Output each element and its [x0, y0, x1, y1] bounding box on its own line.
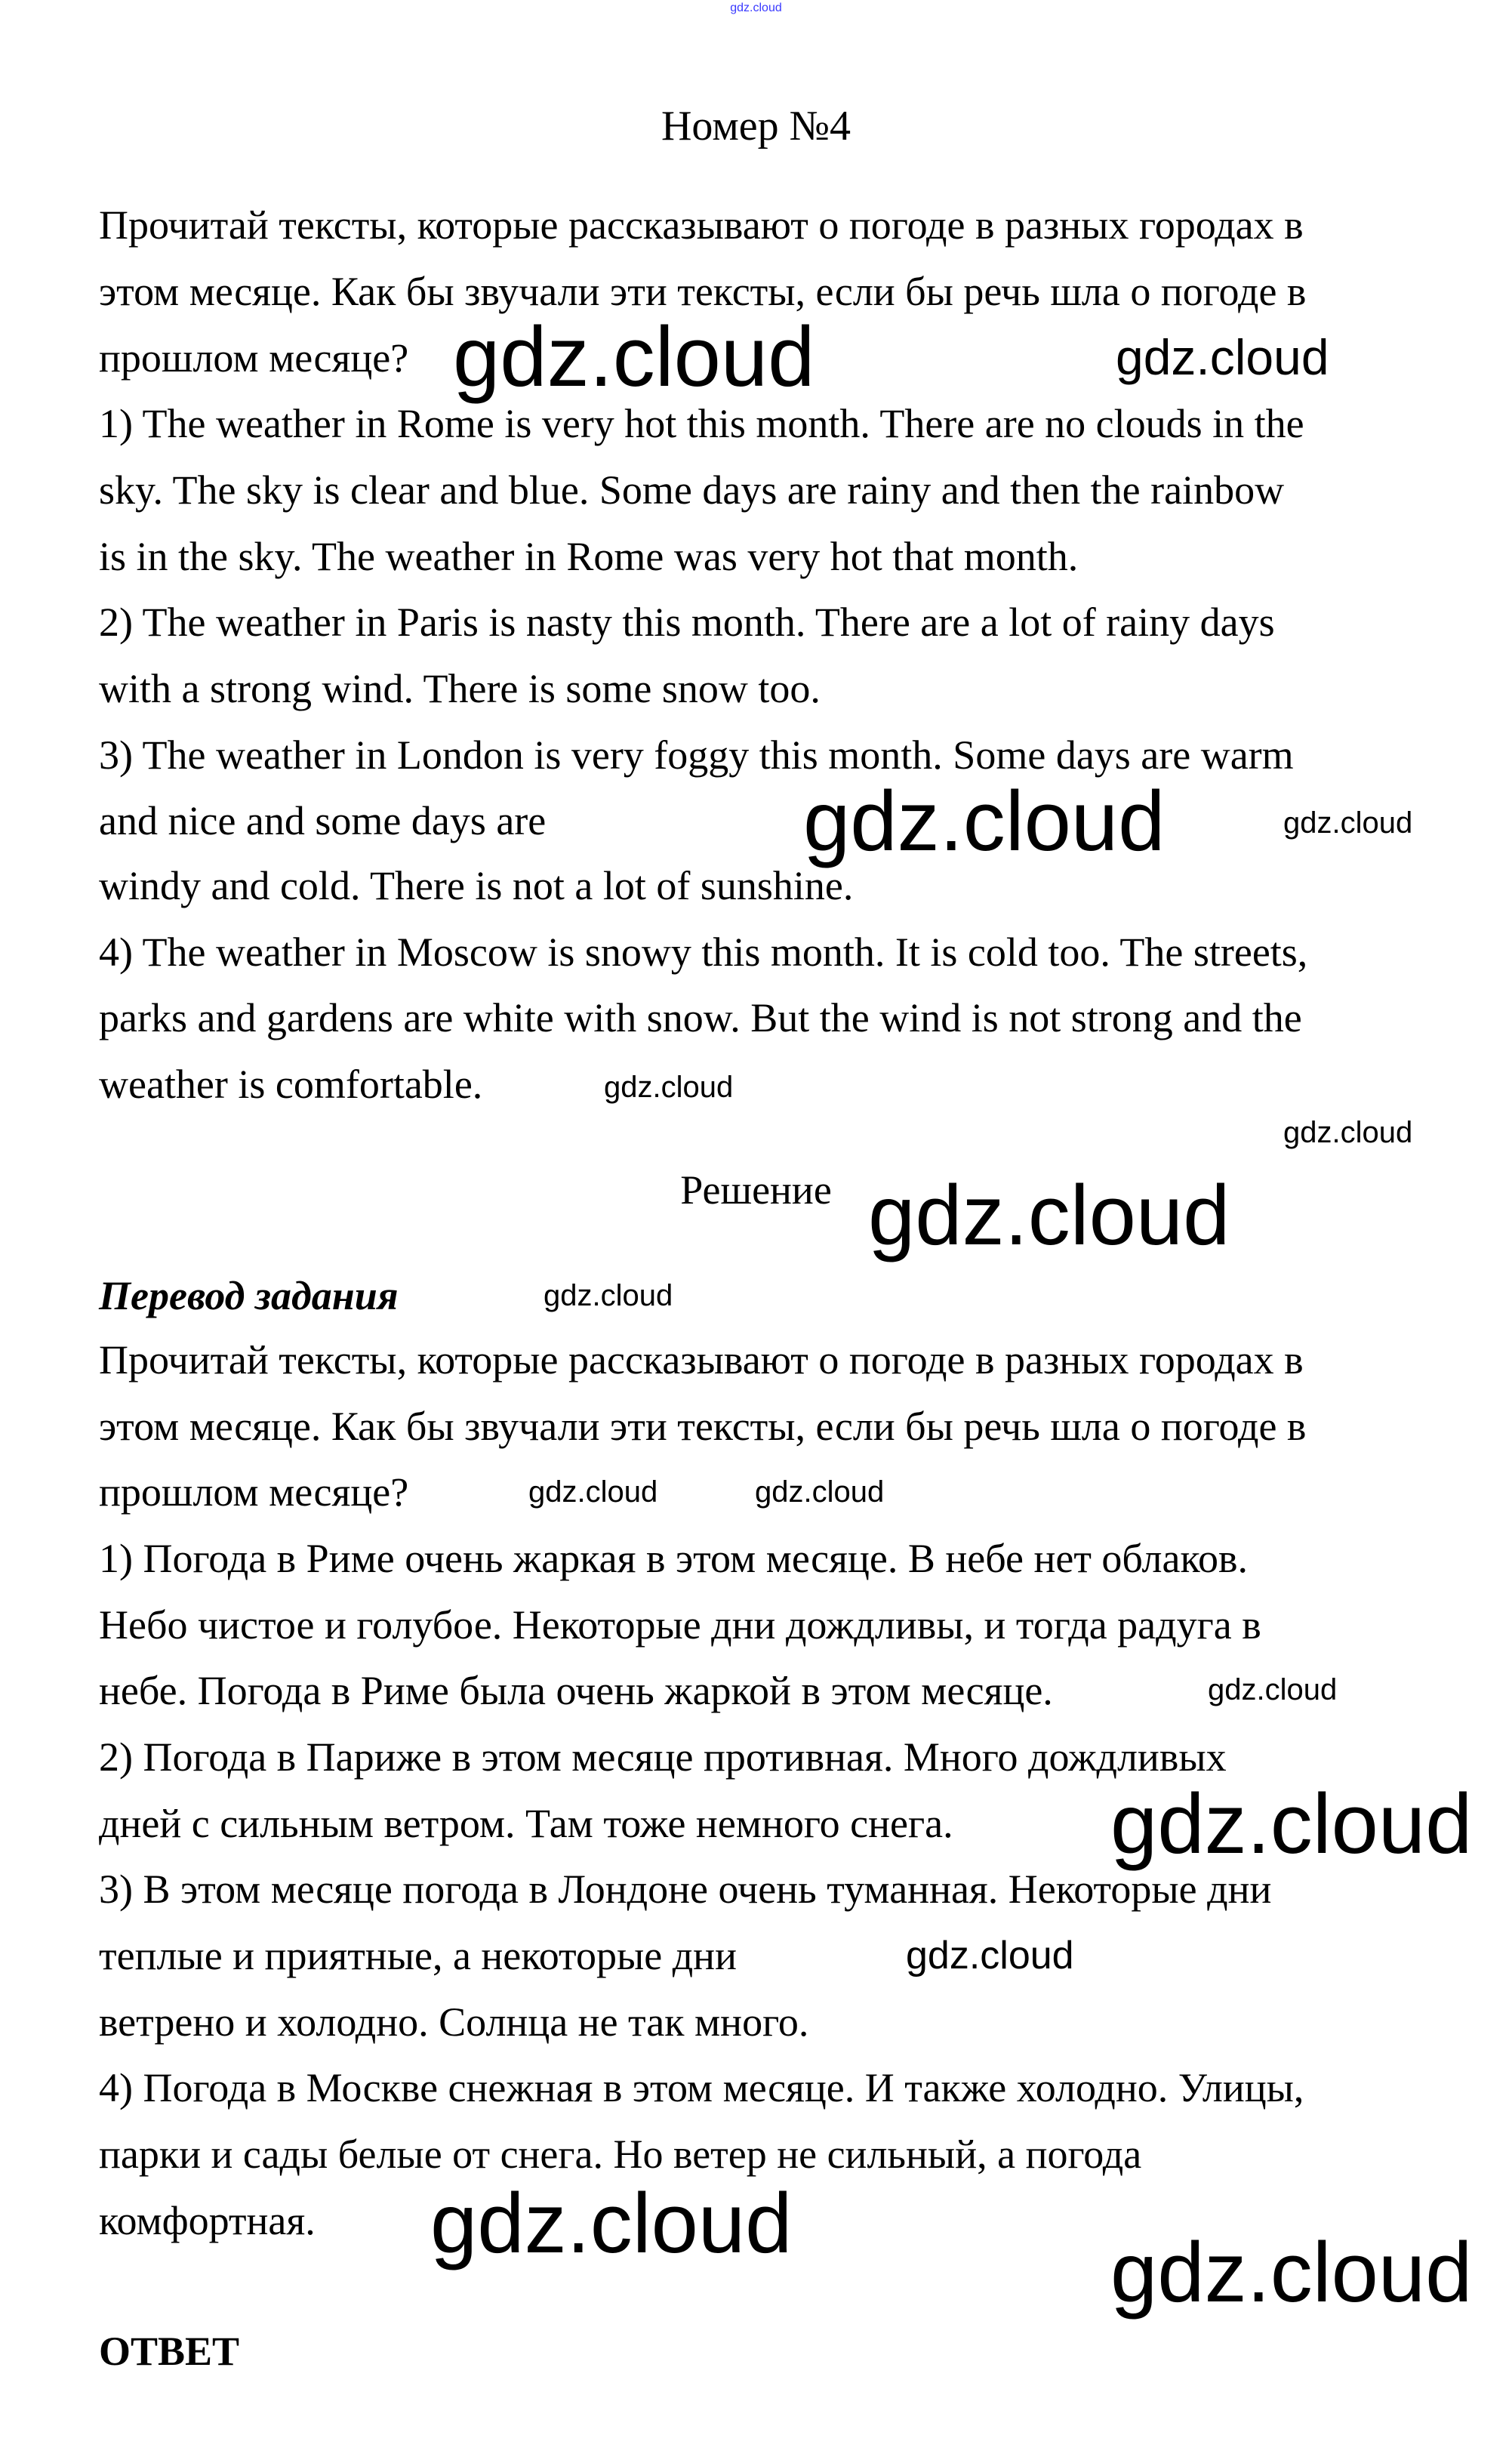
watermark: gdz.cloud	[1110, 2225, 1473, 2320]
task-line: прошлом месяце?	[99, 335, 409, 381]
task-line: windy and cold. There is not a lot of sunshine.	[99, 863, 854, 908]
translation-line: 2) Погода в Париже в этом месяце противная. Много дождливых	[99, 1734, 1227, 1780]
watermark: gdz.cloud	[453, 310, 815, 404]
task-line: and nice and some days are	[99, 798, 547, 843]
task-line: with a strong wind. There is some snow too.	[99, 666, 821, 711]
page-title: Номер №4	[661, 103, 851, 150]
translation-line: небе. Погода в Риме была очень жаркой в этом месяце.	[99, 1668, 1053, 1713]
translation-line: дней с сильным ветром. Там тоже немного снега.	[99, 1801, 953, 1846]
translation-line: теплые и приятные, а некоторые дни	[99, 1933, 737, 1978]
watermark: gdz.cloud	[906, 1934, 1074, 1977]
translation-line: 1) Погода в Риме очень жаркая в этом месяце. В небе нет облаков.	[99, 1536, 1248, 1581]
task-line: 3) The weather in London is very foggy this month. Some days are warm	[99, 732, 1294, 778]
translation-line: Прочитай тексты, которые рассказывают о погоде в разных городах в	[99, 1337, 1304, 1383]
task-line: 2) The weather in Paris is nasty this month. There are a lot of rainy days	[99, 600, 1275, 645]
translation-line: 3) В этом месяце погода в Лондоне очень туманная. Некоторые дни	[99, 1867, 1272, 1912]
task-line: parks and gardens are white with snow. But the wind is not strong and the	[99, 995, 1302, 1040]
translation-line: прошлом месяце?	[99, 1469, 409, 1515]
translation-line: 4) Погода в Москве снежная в этом месяце. И также холодно. Улицы,	[99, 2065, 1304, 2110]
translation-line: Небо чистое и голубое. Некоторые дни дождливы, и тогда радуга в	[99, 1602, 1261, 1648]
watermark: gdz.cloud	[528, 1475, 658, 1509]
task-line: Прочитай тексты, которые рассказывают о погоде в разных городах в	[99, 202, 1304, 248]
task-line: weather is comfortable.	[99, 1062, 483, 1107]
task-line: is in the sky. The weather in Rome was very hot that month.	[99, 534, 1079, 579]
task-line: sky. The sky is clear and blue. Some days are rainy and then the rainbow	[99, 467, 1285, 513]
watermark: gdz.cloud	[544, 1279, 673, 1312]
watermark: gdz.cloud	[1283, 1116, 1413, 1149]
watermark: gdz.cloud	[1110, 1777, 1473, 1871]
watermark: gdz.cloud	[1208, 1673, 1338, 1706]
translation-line: парки и сады белые от снега. Но ветер не сильный, а погода	[99, 2132, 1142, 2177]
translation-line: этом месяце. Как бы звучали эти тексты, если бы речь шла о погоде в	[99, 1404, 1307, 1449]
translation-line: комфортная.	[99, 2198, 316, 2243]
task-line: этом месяце. Как бы звучали эти тексты, если бы речь шла о погоде в	[99, 269, 1307, 314]
translation-heading: Перевод задания	[99, 1273, 399, 1318]
solution-heading: Решение	[680, 1167, 832, 1213]
watermark: gdz.cloud	[803, 774, 1166, 868]
watermark-top: gdz.cloud	[730, 2, 782, 14]
watermark: gdz.cloud	[1116, 329, 1329, 385]
watermark: gdz.cloud	[604, 1071, 734, 1104]
watermark: gdz.cloud	[868, 1168, 1230, 1262]
watermark: gdz.cloud	[430, 2176, 793, 2270]
task-line: 4) The weather in Moscow is snowy this month. It is cold too. The streets,	[99, 929, 1308, 975]
watermark: gdz.cloud	[755, 1475, 885, 1509]
task-line: 1) The weather in Rome is very hot this month. There are no clouds in the	[99, 401, 1304, 446]
watermark: gdz.cloud	[1283, 806, 1413, 840]
answer-heading: ОТВЕТ	[99, 2329, 240, 2374]
translation-line: ветрено и холодно. Солнца не так много.	[99, 1999, 809, 2045]
